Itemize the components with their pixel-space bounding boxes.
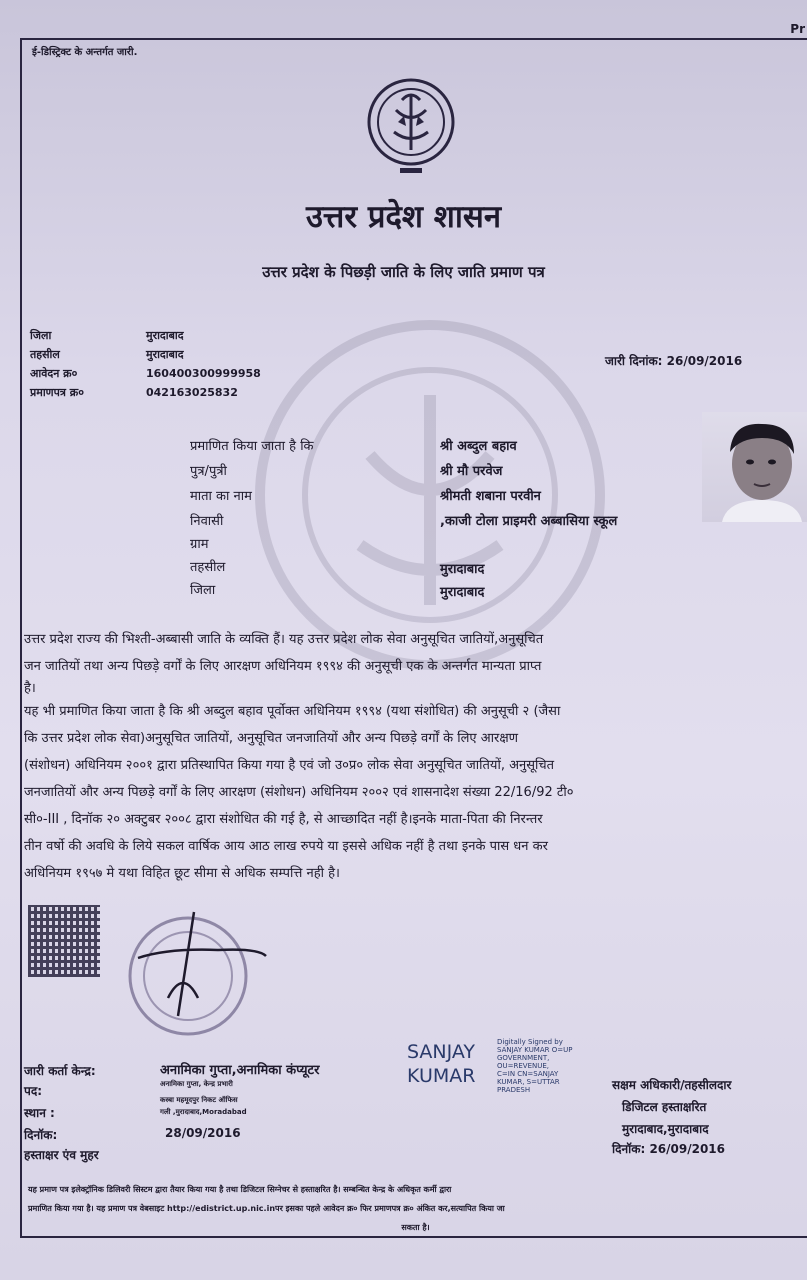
signature-detail-line: Digitally Signed by	[497, 1038, 563, 1046]
meta-label: प्रमाणपत्र क्र०	[30, 386, 84, 399]
meta-label: तहसील	[30, 348, 60, 361]
field-label-tehsil: तहसील	[190, 560, 226, 575]
body-line: सी०-III , दिनॉक २० अक्टुबर २००८ द्वारा संशोधित की गई है, से आच्छादित नहीं है।इनके माता-पिता की निरन्तर	[24, 812, 543, 827]
field-value-tehsil: मुरादाबाद	[440, 562, 485, 577]
body-line: कि उत्तर प्रदेश लोक सेवा)अनुसूचित जातियों, अनुसूचित जनजातियों और अन्य पिछड़े वर्गों के लिए आरक्षण	[24, 731, 519, 746]
field-value-name: श्री अब्दुल बहाव	[440, 439, 517, 454]
field-value-address: ,काजी टोला प्राइमरी अब्बासिया स्कूल	[440, 514, 618, 529]
person-photo-icon	[702, 412, 807, 522]
header-note: ई-डिस्ट्रिक्ट के अन्तर्गत जारी.	[32, 47, 138, 58]
issuer-label-center: जारी कर्ता केन्द्र:	[24, 1064, 96, 1078]
body-line: है।	[24, 681, 36, 696]
authority-date: दिनॉक: 26/09/2016	[612, 1142, 726, 1156]
authority-place: मुरादाबाद,मुरादाबाद	[622, 1122, 709, 1136]
signature-detail-line: GOVERNMENT,	[497, 1054, 550, 1062]
field-value-mother: श्रीमती शबाना परवीन	[440, 489, 541, 504]
signature-detail-line: C=IN CN=SANJAY	[497, 1070, 559, 1078]
issuing-center-name: अनामिका गुप्ता,अनामिका कंप्यूटर	[160, 1063, 320, 1078]
issuing-center-date: 28/09/2016	[165, 1126, 241, 1140]
issuer-label-signature: हस्ताक्षर एंव मुहर	[24, 1148, 99, 1162]
meta-row-district	[30, 328, 184, 343]
body-line: तीन वर्षो की अवधि के लिये सकल वार्षिक आय आठ लाख रुपये या इससे अधिक नहीं है तथा इनके पास धन कर	[24, 839, 548, 854]
body-line: जनजातियों और अन्य पिछड़े वर्गों के लिए आरक्षण (संशोधन) अधिनियम २००२ एवं शासनादेश संख्या 22/16/92 टी०	[24, 785, 574, 800]
field-label-son-of: पुत्र/पुत्री	[190, 464, 227, 479]
digital-signature-first-name: SANJAY	[407, 1041, 476, 1063]
field-value-father: श्री मौ परवेज	[440, 464, 503, 479]
up-government-emblem-icon	[366, 70, 456, 180]
meta-row-application-no	[30, 366, 261, 381]
field-value-district: मुरादाबाद	[440, 585, 485, 600]
digital-signature-details	[497, 1038, 617, 1094]
footer-line: यह प्रमाण पत्र इलेक्ट्रॉनिक डिलिवरी सिस्टम द्वारा तैयार किया गया है तथा डिजिटल सिग्नेचर से हस्ताक्षरित है। सम्बन्धित केन्द्र के अधिकृत कर्मी द्वारा	[28, 1185, 452, 1194]
field-label-mother: माता का नाम	[190, 489, 252, 504]
footer-line: सकता है।	[401, 1223, 430, 1232]
certificate-subtitle: उत्तर प्रदेश के पिछड़ी जाति के लिए जाति प्रमाण पत्र	[262, 263, 545, 281]
issuer-label-place: स्थान :	[24, 1106, 55, 1120]
signature-detail-line: PRADESH	[497, 1086, 531, 1094]
body-line: उत्तर प्रदेश राज्य की भिश्ती-अब्बासी जाति के व्यक्ति हैं। यह उत्तर प्रदेश लोक सेवा अनुसूचित जातियों,अनुसूचित	[24, 632, 544, 647]
authority-title: सक्षम अधिकारी/तहसीलदार	[612, 1078, 732, 1092]
signature-detail-line: OU=REVENUE,	[497, 1062, 550, 1070]
digital-signature-last-name: KUMAR	[407, 1065, 476, 1087]
issuer-label-post: पद:	[24, 1084, 42, 1098]
certificate-body	[24, 626, 804, 887]
meta-label: जिला	[30, 329, 52, 342]
authority-digitally-signed: डिजिटल हस्ताक्षरित	[622, 1100, 707, 1114]
meta-value: मुरादाबाद	[146, 329, 184, 342]
corner-text: Pr	[790, 22, 805, 36]
applicant-photo	[702, 412, 807, 522]
footer-line: प्रमाणित किया गया है। यह प्रमाण पत्र वेबसाइट http://edistrict.up.nic.inपर इसका पहले आवेदन क्र० फिर प्रमाणपत्र क्र० अंकित कर,सत्यापित किया जा	[28, 1204, 505, 1213]
field-label-district: जिला	[190, 583, 216, 598]
meta-value: 160400300999958	[146, 367, 261, 380]
certificate-title: उत्तर प्रदेश शासन	[305, 199, 502, 235]
field-label-village: ग्राम	[190, 537, 209, 552]
signature-detail-line: SANJAY KUMAR O=UP	[497, 1046, 573, 1054]
meta-value: 042163025832	[146, 386, 238, 399]
meta-row-certificate-no	[30, 385, 238, 400]
watermark-emblem-icon	[250, 315, 610, 675]
meta-label: आवेदन क्र०	[30, 367, 78, 380]
body-line: यह भी प्रमाणित किया जाता है कि श्री अब्दुल बहाव पूर्वोक्त अधिनियम १९९४ (यथा संशोधित) की अनुसूची २ (जैसा	[24, 704, 561, 719]
body-line: अधिनियम १९५७ मे यथा विहित छूट सीमा से अधिक सम्पत्ति नही है।	[24, 866, 340, 881]
field-label-resident: निवासी	[190, 514, 224, 529]
issuing-center-line: अनामिका गुप्ता, केन्द्र प्रभारी	[160, 1080, 233, 1088]
field-label-certified: प्रमाणित किया जाता है कि	[190, 439, 314, 454]
digital-signature-name	[407, 1040, 475, 1088]
signature-detail-line: KUMAR, S=UTTAR	[497, 1078, 560, 1086]
body-line: जन जातियों तथा अन्य पिछड़े वर्गों के लिए आरक्षण अधिनियम १९९४ की अनुसूची एक के अन्तर्गत मान्यता प्राप्त	[24, 659, 542, 674]
footer-note	[28, 1180, 803, 1237]
issuing-center-line: कस्बा महमूदपुर निकट ऑफिस	[160, 1096, 238, 1104]
issuing-center-line: गली ,मुरादाबाद,Moradabad	[160, 1108, 247, 1116]
issuer-label-date: दिनॉक:	[24, 1128, 58, 1142]
meta-row-tehsil	[30, 347, 184, 362]
body-line: (संशोधन) अधिनियम २००१ द्वारा प्रतिस्थापित किया गया है एवं जो उ०प्र० लोक सेवा अनुसूचित जातियों, अनुसूचित	[24, 758, 555, 773]
issue-date: जारी दिनांक: 26/09/2016	[605, 354, 743, 368]
qr-code	[28, 905, 100, 977]
meta-value: मुरादाबाद	[146, 348, 184, 361]
seal-and-signature-icon	[108, 908, 273, 1038]
